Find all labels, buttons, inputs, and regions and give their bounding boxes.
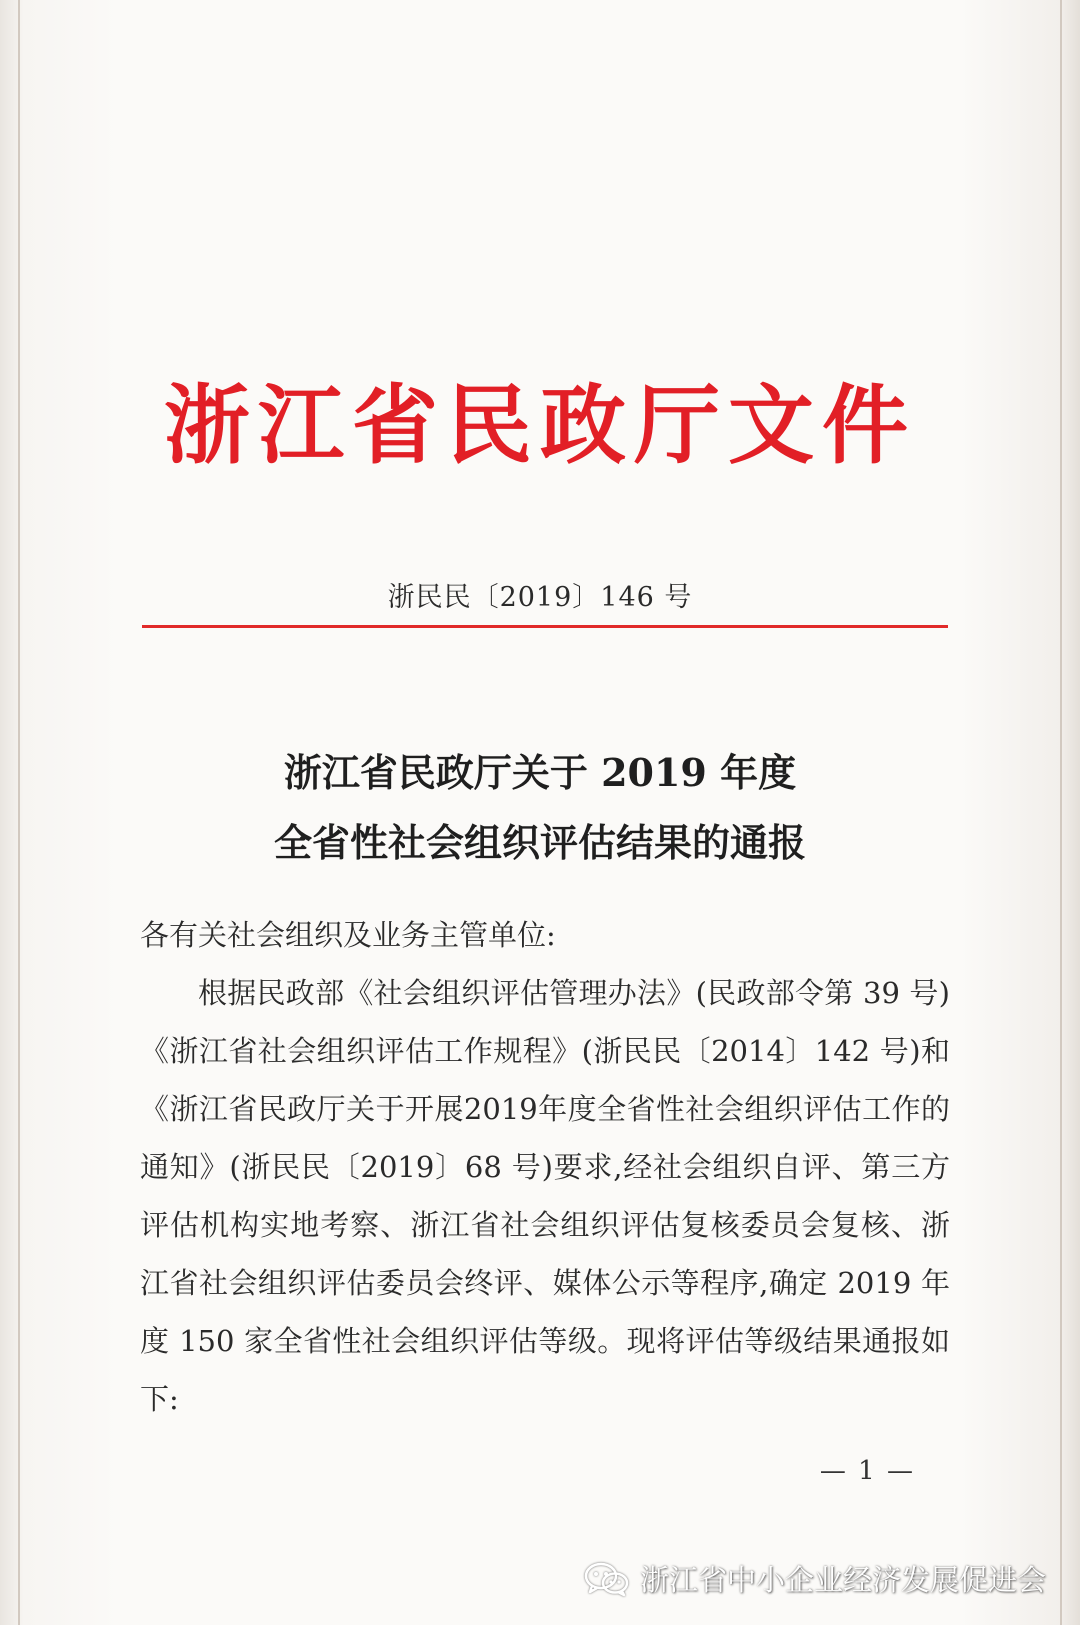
body-paragraph: 根据民政部《社会组织评估管理办法》(民政部令第 39 号)《浙江省社会组织评估工作规程》(浙民民〔2014〕142 号)和《浙江省民政厅关于开展2019年度全省性社会组织评估工作的通知》(浙民民〔2019〕68 号)要求,经社会组织自评、第三方评估机构实地考察、浙江省社会组织评估复核委员会复核、浙江省社会组织评估委员会终评、媒体公示等程序,确定 2019 年度 150 家全省性社会组织评估等级。现将评估等级结果通报如下: [140,976,950,1416]
wechat-watermark [584,1558,1046,1599]
notice-title [0,738,1080,878]
page-number: — 1 — [819,1456,915,1486]
notice-title-line-2: 全省性社会组织评估结果的通报 [273,820,806,865]
issuer-header-title: 浙江省民政厅文件 [164,375,916,476]
addressee-line: 各有关社会组织及业务主管单位: [140,918,556,952]
watermark-text: 浙江省中小企业经济发展促进会 [639,1563,1046,1597]
body-text [140,906,950,1428]
wechat-icon [584,1561,630,1597]
document-number: 浙民民〔2019〕146 号 [387,582,693,613]
red-divider-rule [142,625,948,628]
notice-title-line-1: 浙江省民政厅关于 2019 年度 [283,750,797,795]
